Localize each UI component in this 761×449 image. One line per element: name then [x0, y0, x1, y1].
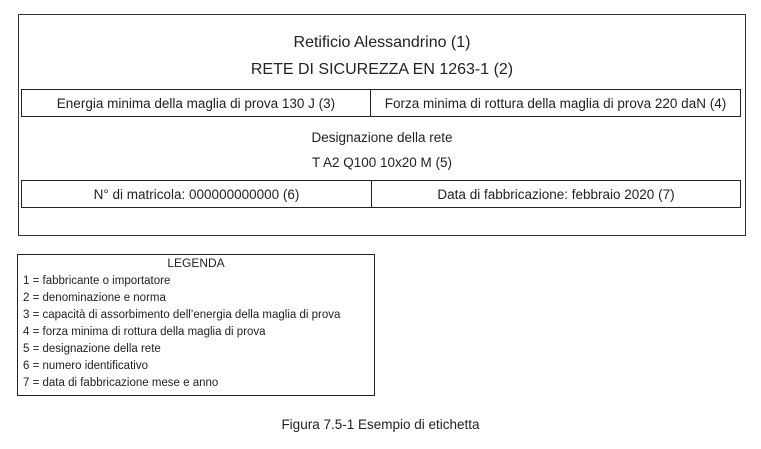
designation-value: T A2 Q100 10x20 M (5): [311, 155, 453, 170]
legend-list: [23, 273, 374, 392]
figure-caption: Figura 7.5-1 Esempio di etichetta: [281, 417, 480, 432]
legend-item: 5 = designazione della rete: [23, 343, 161, 355]
min-breaking-force-cell: Forza minima di rottura della maglia di prova 220 daN (4): [384, 95, 727, 111]
identification-row: [21, 180, 741, 208]
legend-item: 4 = forza minima di rottura della maglia di prova: [23, 326, 266, 338]
legend-item: 2 = denominazione e norma: [23, 292, 166, 304]
manufacturer-name: Retificio Alessandrino (1): [293, 34, 471, 51]
serial-number-cell: N° di matricola: 000000000000 (6): [22, 181, 372, 207]
net-standard-title: RETE DI SICUREZZA EN 1263-1 (2): [250, 61, 514, 78]
example-label: [18, 14, 746, 236]
legend-item: 3 = capacità di assorbimento dell’energia della maglia di prova: [23, 309, 341, 321]
legend-item: 7 = data di fabbricazione mese e anno: [23, 377, 219, 389]
designation-label: Designazione della rete: [311, 130, 453, 145]
legend-item: 6 = numero identificativo: [23, 360, 148, 372]
manufacture-date-cell: Data di fabbricazione: febbraio 2020 (7): [437, 186, 675, 202]
legend-item: 1 = fabbricante o importatore: [23, 275, 171, 287]
test-values-row: [21, 89, 741, 117]
legend-title: LEGENDA: [167, 256, 225, 270]
legend-box: [17, 254, 375, 396]
min-energy-cell: Energia minima della maglia di prova 130 J (3): [22, 90, 371, 116]
